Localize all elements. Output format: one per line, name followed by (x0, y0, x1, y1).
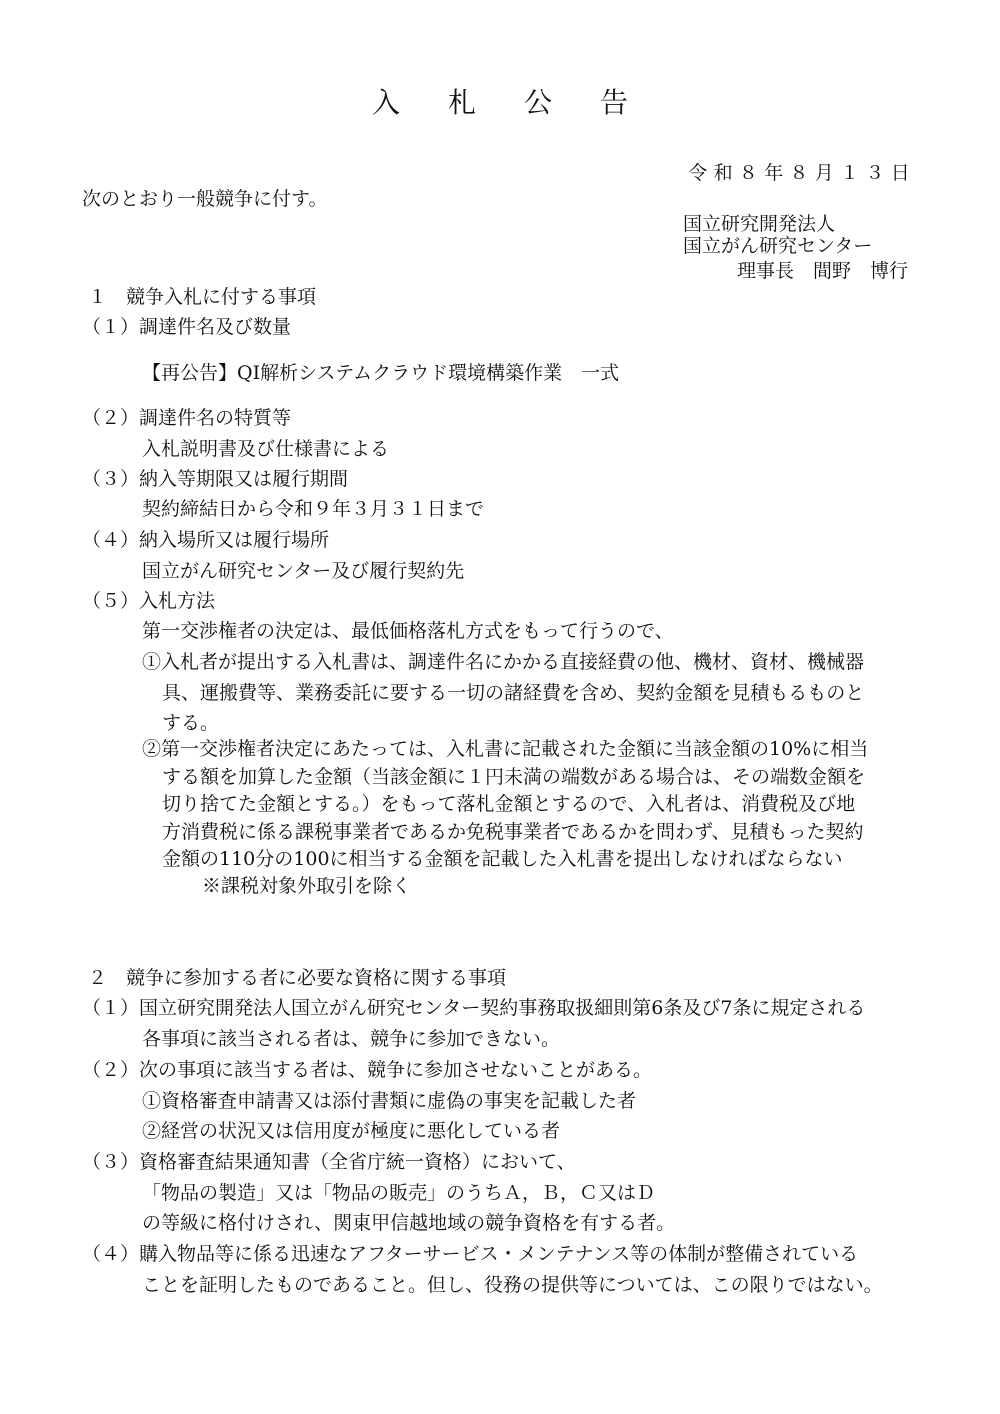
section2-item2-sub: ②経営の状況又は信用度が極度に悪化している者 (142, 1120, 561, 1142)
item5-para1-line: ①入札者が提出する入札書は、調達件名にかかる直接経費の他、機材、資材、機械器 (142, 651, 865, 673)
section2-item1-line: 各事項に該当される者は、競争に参加できない。 (142, 1028, 561, 1050)
section1-item1-value: 【再公告】QI解析システムクラウド環境構築作業 一式 (142, 362, 620, 384)
notice-date: 令和８年８月１３日 (688, 162, 916, 184)
issuer-person: 理事長 間野 博行 (737, 260, 909, 282)
section1-item2-value: 入札説明書及び仕様書による (142, 438, 390, 460)
section2-heading: ２ 競争に参加する者に必要な資格に関する事項 (88, 967, 507, 989)
issuer-org1: 国立研究開発法人 (683, 213, 836, 235)
section2-item1-line: （１）国立研究開発法人国立がん研究センター契約事務取扱細則第6条及び7条に規定される (82, 997, 866, 1019)
section2-item3-line: 「物品の製造」又は「物品の販売」のうちＡ，Ｂ，Ｃ又はＤ (142, 1182, 656, 1204)
section1-item3-label: （３）納入等期限又は履行期間 (82, 468, 349, 490)
item5-para2-line: 方消費税に係る課税事業者であるか免税事業者であるかを問わず、見積もった契約 (162, 821, 864, 843)
section1-item1-label: （１）調達件名及び数量 (82, 316, 292, 338)
section2-item4-line: （４）購入物品等に係る迅速なアフターサービス・メンテナンス等の体制が整備されている (82, 1243, 859, 1265)
section1-item4-value: 国立がん研究センター及び履行契約先 (142, 560, 465, 582)
section1-item3-value: 契約締結日から令和９年３月３１日まで (142, 498, 485, 520)
section1-item4-label: （４）納入場所又は履行場所 (82, 529, 330, 551)
section2-item2-line: （２）次の事項に該当する者は、競争に参加させないことがある。 (82, 1059, 653, 1081)
section2-item3-line: （３）資格審査結果通知書（全省庁統一資格）において、 (82, 1151, 576, 1173)
issuer-org2: 国立がん研究センター (683, 235, 873, 257)
item5-note: ※課税対象外取引を除く (202, 875, 412, 897)
intro-text: 次のとおり一般競争に付す。 (82, 188, 328, 210)
item5-para2-line: 切り捨てた金額とする。）をもって落札金額とするので、入札者は、消費税及び地 (162, 793, 856, 815)
item5-para1-line: 具、運搬費等、業務委託に要する一切の諸経費を含め、契約金額を見積もるものと (162, 682, 865, 704)
section2-item4-line: ことを証明したものであること。但し、役務の提供等については、この限りではない。 (142, 1274, 883, 1296)
section1-heading: １ 競争入札に付する事項 (88, 286, 317, 308)
item5-para2-line: 金額の110分の100に相当する金額を記載した入札書を提出しなければならない (162, 848, 843, 870)
item5-para2-line: ②第一交渉権者決定にあたっては、入札書に記載された金額に当該金額の10%に相当 (142, 738, 869, 760)
section1-item5-label: （５）入札方法 (82, 590, 216, 612)
item5-para2-line: する額を加算した金額（当該金額に１円未満の端数がある場合は、その端数金額を (162, 766, 866, 788)
item5-para1-line: する。 (162, 712, 220, 734)
section1-item2-label: （２）調達件名の特質等 (82, 407, 292, 429)
page-title: 入札公告 (371, 86, 676, 119)
section1-item5-intro: 第一交渉権者の決定は、最低価格落札方式をもって行うので、 (142, 620, 674, 642)
section2-item3-line: の等級に格付けされ、関東甲信越地域の競争資格を有する者。 (142, 1212, 676, 1234)
section2-item2-sub: ①資格審査申請書又は添付書類に虚偽の事実を記載した者 (142, 1090, 637, 1112)
